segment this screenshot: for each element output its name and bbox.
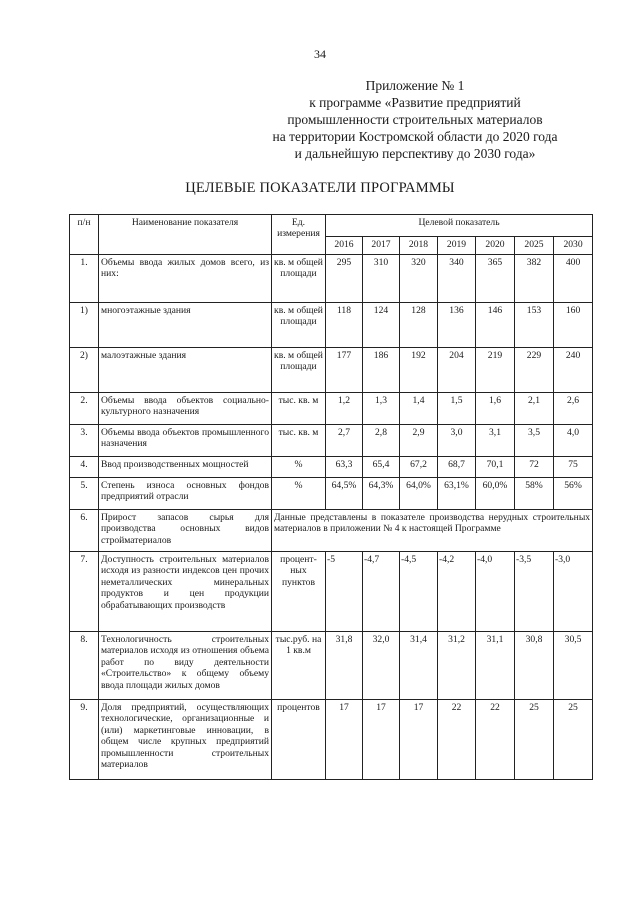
header-year: 2020 — [476, 237, 515, 255]
value-cell: 60,0% — [476, 478, 515, 510]
header-year: 2018 — [400, 237, 438, 255]
row-number: 1) — [70, 303, 99, 348]
row-number: 5. — [70, 478, 99, 510]
header-year: 2019 — [438, 237, 476, 255]
value-cell: 64,0% — [400, 478, 438, 510]
indicator-unit: % — [272, 478, 326, 510]
value-cell: 365 — [476, 255, 515, 303]
indicator-name: Объемы ввода жилых домов всего, из них: — [99, 255, 272, 303]
page-number: 34 — [314, 47, 326, 61]
value-cell: 68,7 — [438, 457, 476, 478]
value-cell: 1,5 — [438, 393, 476, 425]
table-row — [70, 552, 593, 632]
value-cell: 3,1 — [476, 425, 515, 457]
value-cell: -4,2 — [438, 552, 476, 632]
value-cell: 124 — [363, 303, 400, 348]
value-cell: 17 — [363, 700, 400, 780]
row-number: 9. — [70, 700, 99, 780]
value-cell: 30,5 — [554, 632, 593, 700]
value-cell: 240 — [554, 348, 593, 393]
value-cell: 31,1 — [476, 632, 515, 700]
indicator-name: Доступность строительных материалов исходя из разности индексов цен прочих неметаллических минеральных продуктов и цен продукции обрабатывающих производств — [99, 552, 272, 632]
value-cell: 136 — [438, 303, 476, 348]
value-cell: 1,3 — [363, 393, 400, 425]
indicator-unit: кв. м общей площади — [272, 303, 326, 348]
value-cell: 192 — [400, 348, 438, 393]
value-cell: 64,3% — [363, 478, 400, 510]
value-cell: 320 — [400, 255, 438, 303]
value-cell: 1,4 — [400, 393, 438, 425]
appendix-heading — [235, 77, 595, 162]
indicator-unit: тыс.руб. на 1 кв.м — [272, 632, 326, 700]
table-row — [70, 425, 593, 457]
indicator-name: Прирост запасов сырья для производства основных видов стройматериалов — [99, 510, 272, 552]
indicator-name: Ввод производственных мощностей — [99, 457, 272, 478]
appendix-line: к программе «Развитие предприятий — [309, 95, 521, 110]
table-row — [70, 700, 593, 780]
header-year: 2025 — [515, 237, 554, 255]
value-cell: 2,9 — [400, 425, 438, 457]
row-number: 2) — [70, 348, 99, 393]
value-cell: 32,0 — [363, 632, 400, 700]
value-cell: 229 — [515, 348, 554, 393]
header-name: Наименование показателя — [99, 215, 272, 255]
indicator-unit: процентов — [272, 700, 326, 780]
value-cell: 58% — [515, 478, 554, 510]
indicator-name: Доля предприятий, осуществляющих технологические, организационные и (или) маркетинговые инновации, в общем числе крупных предприятий промышленности строительных материалов — [99, 700, 272, 780]
value-cell: 1,6 — [476, 393, 515, 425]
table-row — [70, 303, 593, 348]
value-cell: 400 — [554, 255, 593, 303]
indicator-unit: тыс. кв. м — [272, 393, 326, 425]
value-cell: 22 — [438, 700, 476, 780]
value-cell: 17 — [400, 700, 438, 780]
indicator-unit: кв. м общей площади — [272, 348, 326, 393]
value-cell: 31,4 — [400, 632, 438, 700]
value-cell: 295 — [326, 255, 363, 303]
value-cell: 56% — [554, 478, 593, 510]
value-cell: -4,0 — [476, 552, 515, 632]
value-cell: 2,8 — [363, 425, 400, 457]
indicator-name: Объемы ввода объектов промышленного назначения — [99, 425, 272, 457]
indicator-name: многоэтажные здания — [99, 303, 272, 348]
indicator-name: Объемы ввода объектов социально-культурного назначения — [99, 393, 272, 425]
table-row — [70, 255, 593, 303]
value-cell: 1,2 — [326, 393, 363, 425]
value-cell: 340 — [438, 255, 476, 303]
header-year: 2016 — [326, 237, 363, 255]
indicator-name: Технологичность строительных материалов исходя из отношения объема работ по виду деятельности «Строительство» к общему объему ввода площади жилых домов — [99, 632, 272, 700]
value-cell: 146 — [476, 303, 515, 348]
header-num: п/н — [70, 215, 99, 255]
row-number: 3. — [70, 425, 99, 457]
value-cell: 204 — [438, 348, 476, 393]
value-cell: -3,0 — [554, 552, 593, 632]
table-row — [70, 510, 593, 552]
value-cell: 160 — [554, 303, 593, 348]
value-cell: 310 — [363, 255, 400, 303]
value-cell: -3,5 — [515, 552, 554, 632]
row-number: 6. — [70, 510, 99, 552]
value-cell: 17 — [326, 700, 363, 780]
indicator-unit: кв. м общей площади — [272, 255, 326, 303]
indicator-note: Данные представлены в показателе производства нерудных строительных материалов в приложении № 4 к настоящей Программе — [272, 510, 593, 552]
value-cell: 177 — [326, 348, 363, 393]
value-cell: 25 — [554, 700, 593, 780]
value-cell: 128 — [400, 303, 438, 348]
header-target: Целевой показатель — [326, 215, 593, 237]
value-cell: 31,8 — [326, 632, 363, 700]
header-year: 2030 — [554, 237, 593, 255]
document-title: ЦЕЛЕВЫЕ ПОКАЗАТЕЛИ ПРОГРАММЫ — [185, 180, 455, 196]
value-cell: 67,2 — [400, 457, 438, 478]
value-cell: 75 — [554, 457, 593, 478]
table-row — [70, 348, 593, 393]
appendix-line: на территории Костромской области до 2020 года — [272, 129, 558, 144]
row-number: 7. — [70, 552, 99, 632]
value-cell: 72 — [515, 457, 554, 478]
value-cell: 64,5% — [326, 478, 363, 510]
table-row — [70, 393, 593, 425]
value-cell: 65,4 — [363, 457, 400, 478]
row-number: 2. — [70, 393, 99, 425]
value-cell: 4,0 — [554, 425, 593, 457]
value-cell: 2,7 — [326, 425, 363, 457]
indicator-unit: тыс. кв. м — [272, 425, 326, 457]
value-cell: 63,1% — [438, 478, 476, 510]
value-cell: -4,5 — [400, 552, 438, 632]
value-cell: 2,1 — [515, 393, 554, 425]
indicator-unit: % — [272, 457, 326, 478]
value-cell: 118 — [326, 303, 363, 348]
value-cell: -4,7 — [363, 552, 400, 632]
value-cell: 153 — [515, 303, 554, 348]
row-number: 1. — [70, 255, 99, 303]
value-cell: 22 — [476, 700, 515, 780]
table-row — [70, 457, 593, 478]
table-row — [70, 478, 593, 510]
header-year: 2017 — [363, 237, 400, 255]
indicator-name: малоэтажные здания — [99, 348, 272, 393]
appendix-line: Приложение № 1 — [365, 78, 465, 93]
row-number: 4. — [70, 457, 99, 478]
value-cell: 186 — [363, 348, 400, 393]
table-row — [70, 632, 593, 700]
value-cell: 3,0 — [438, 425, 476, 457]
value-cell: 2,6 — [554, 393, 593, 425]
header-unit: Ед. измерения — [272, 215, 326, 255]
row-number: 8. — [70, 632, 99, 700]
appendix-line: и дальнейшую перспективу до 2030 года» — [294, 146, 536, 161]
value-cell: 70,1 — [476, 457, 515, 478]
value-cell: 30,8 — [515, 632, 554, 700]
indicator-name: Степень износа основных фондов предприятий отрасли — [99, 478, 272, 510]
target-indicators-table — [69, 214, 593, 780]
value-cell: 63,3 — [326, 457, 363, 478]
indicator-unit: процент-ных пунктов — [272, 552, 326, 632]
value-cell: 31,2 — [438, 632, 476, 700]
value-cell: 382 — [515, 255, 554, 303]
value-cell: 25 — [515, 700, 554, 780]
value-cell: -5 — [326, 552, 363, 632]
value-cell: 219 — [476, 348, 515, 393]
value-cell: 3,5 — [515, 425, 554, 457]
appendix-line: промышленности строительных материалов — [287, 112, 543, 127]
